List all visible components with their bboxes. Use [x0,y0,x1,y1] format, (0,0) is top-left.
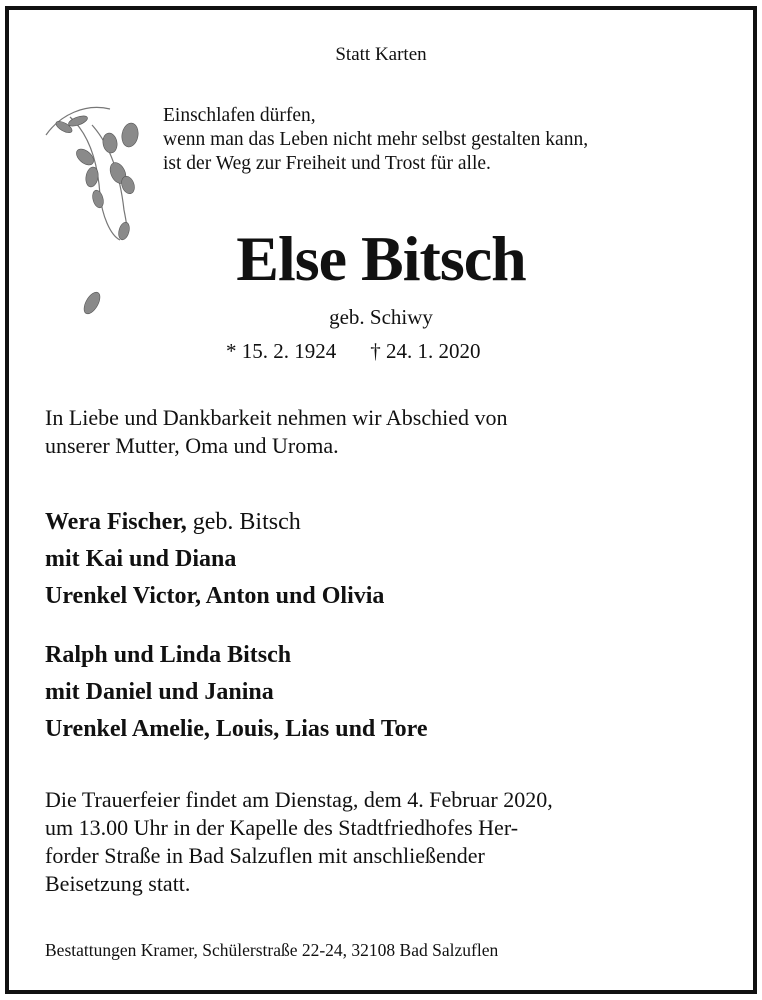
family-line: Urenkel Victor, Anton und Olivia [45,583,385,609]
message-line: In Liebe und Dankbarkeit nehmen wir Abschied von [45,405,508,430]
service-line: um 13.00 Uhr in der Kapelle des Stadtfriedhofes Her- [45,815,519,840]
farewell-message [45,404,507,460]
service-line: Die Trauerfeier findet am Dienstag, dem 4. Februar 2020, [45,787,553,812]
family-group-2 [45,637,428,748]
poem-line: wenn man das Leben nicht mehr selbst gestalten kann, [163,129,589,150]
deceased-name: Else Bitsch [236,223,526,294]
maiden-name: geb. Bitsch [186,509,301,535]
poem-line: ist der Weg zur Freiheit und Trost für alle. [163,153,491,174]
poem-line: Einschlafen dürfen, [163,105,316,126]
family-member-name: Wera Fischer, [45,509,187,535]
death-date: † 24. 1. 2020 [370,339,481,363]
message-line: unserer Mutter, Oma und Uroma. [45,433,339,458]
header-text: Statt Karten [335,44,427,65]
funeral-service-info [45,786,553,898]
poem [163,104,588,176]
family-group-1 [45,504,384,615]
family-line: mit Kai und Diana [45,546,237,572]
birth-name: geb. Schiwy [329,305,433,329]
family-line [45,504,384,541]
family-line: Urenkel Amelie, Louis, Lias und Tore [45,716,428,742]
life-dates [226,339,481,364]
family-line: mit Daniel und Janina [45,679,274,705]
birth-date: * 15. 2. 1924 [226,339,337,363]
service-line: forder Straße in Bad Salzuflen mit anschließender [45,843,485,868]
funeral-home-footer: Bestattungen Kramer, Schülerstraße 22-24, 32108 Bad Salzuflen [45,940,499,960]
service-line: Beisetzung statt. [45,871,191,896]
family-line: Ralph und Linda Bitsch [45,642,292,668]
leaf-branch-icon [40,95,150,335]
